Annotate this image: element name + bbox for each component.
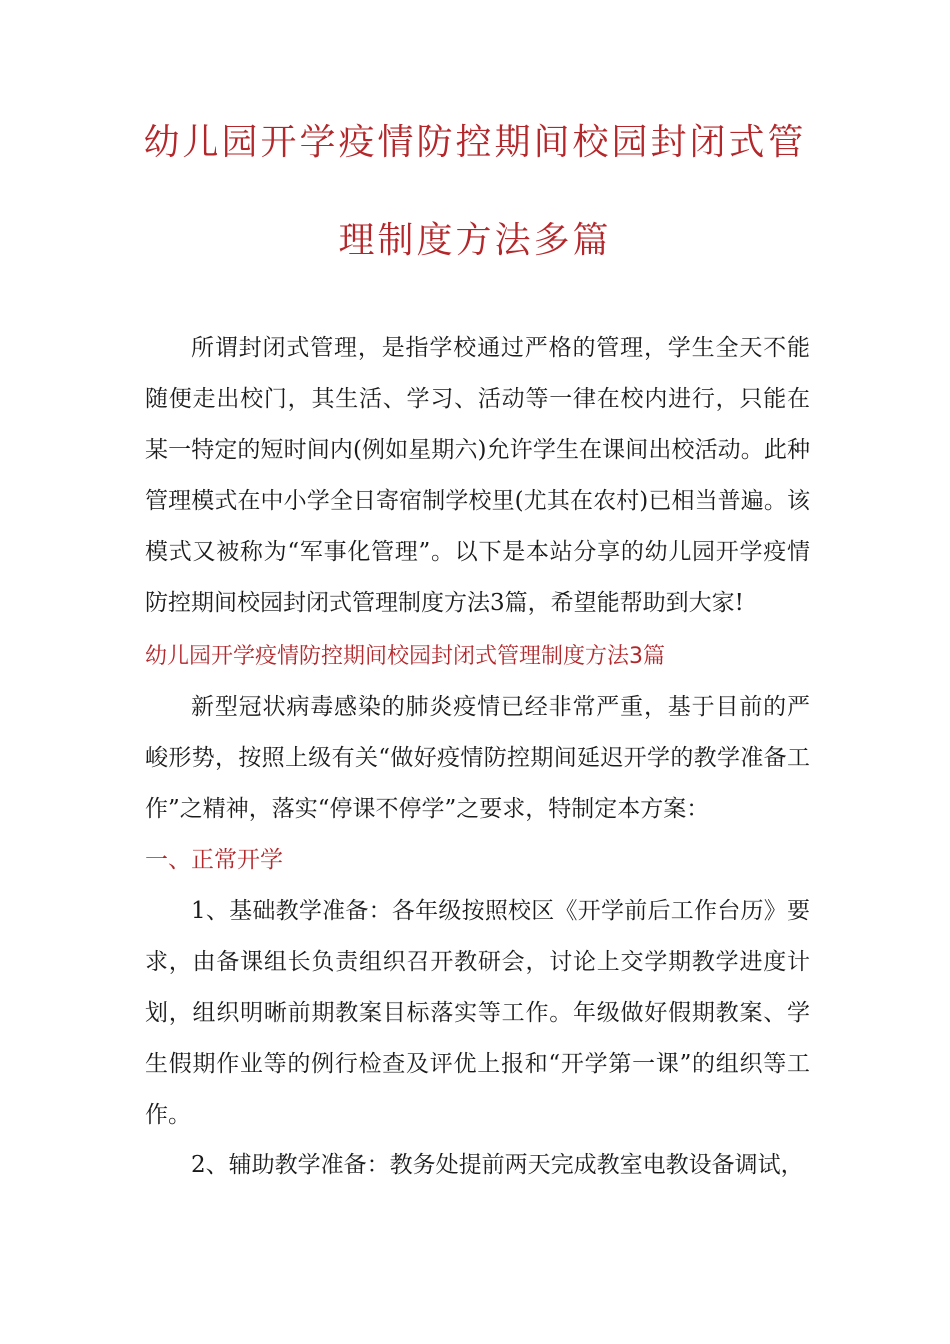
paragraph-auxiliary-teaching-prep: 2、辅助教学准备：教务处提前两天完成教室电教设备调试， [191, 1152, 804, 1178]
document-title-line-1: 幼儿园开学疫情防控期间校园封闭式管 [143, 122, 807, 163]
section-heading-normal-opening: 一、正常开学 [145, 847, 283, 873]
paragraph-background: 新型冠状病毒感染的肺炎疫情已经非常严重，基于目前的严峻形势，按照上级有关“做好疫情防控期间延迟开学的教学准备工作”之精神，落实“停课不停学”之要求，特制定本方案： [145, 694, 810, 822]
paragraph-basic-teaching-prep: 1、基础教学准备：各年级按照校区《开学前后工作台历》要求，由备课组长负责组织召开教研会，讨论上交学期教学进度计划，组织明晰前期教案目标落实等工作。年级做好假期教案、学生假期作业等的例行检查及评优上报和“开学第一课”的组织等工作。 [145, 898, 810, 1128]
intro-paragraph: 所谓封闭式管理，是指学校通过严格的管理，学生全天不能随便走出校门，其生活、学习、活动等一律在校内进行，只能在某一特定的短时间内(例如星期六)允许学生在课间出校活动。此种管理模式在中小学全日寄宿制学校里(尤其在农村)已相当普遍。该模式又被称为“军事化管理”。以下是本站分享的幼儿园开学疫情防控期间校园封闭式管理制度方法3篇，希望能帮助到大家! [145, 335, 810, 616]
document-title-line-2: 理制度方法多篇 [338, 220, 612, 261]
section-subtitle: 幼儿园开学疫情防控期间校园封闭式管理制度方法3篇 [145, 644, 665, 669]
